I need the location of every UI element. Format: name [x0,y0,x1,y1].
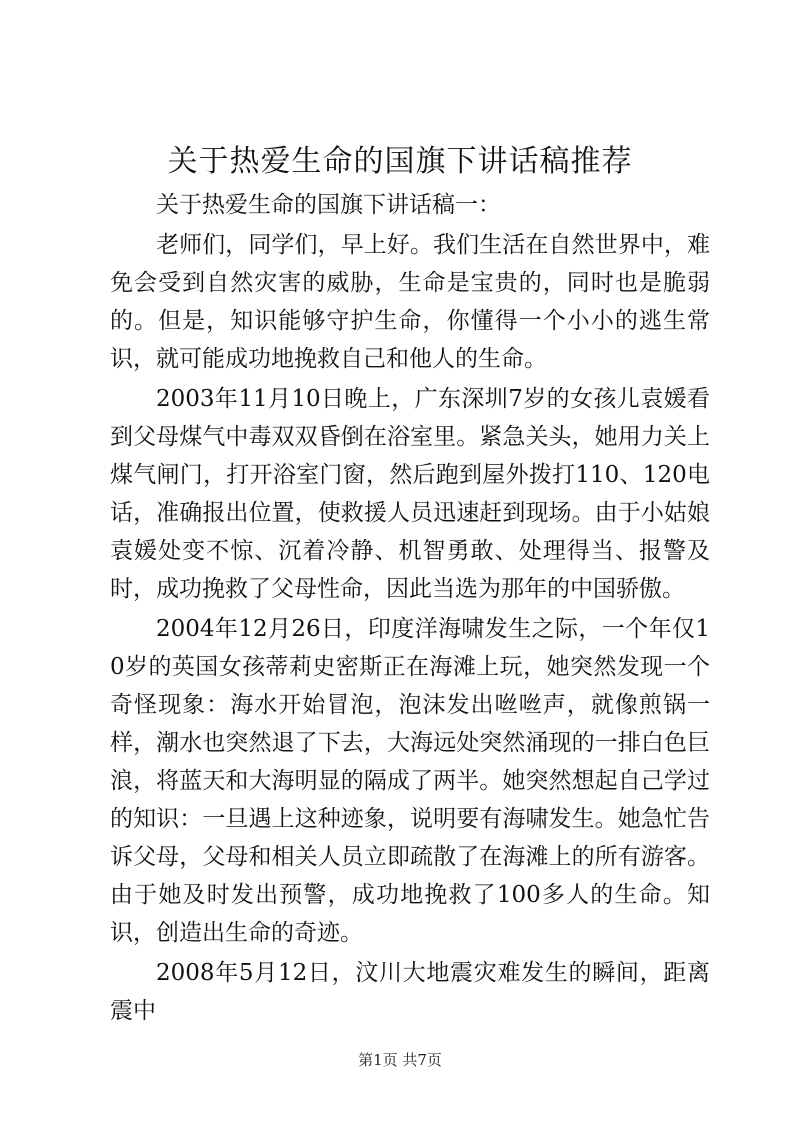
page-footer: 第1页 共7页 [358,1051,442,1069]
paragraph-intro: 老师们，同学们，早上好。我们生活在自然世界中，难免会受到自然灾害的威胁，生命是宝贵的，同时也是脆弱的。但是，知识能够守护生命，你懂得一个小小的逃生常识，就可能成功地挽救自己和他人的生命。 [110,232,710,372]
section-heading: 关于热爱生命的国旗下讲话稿一： [156,192,501,218]
paragraph-2003-story: 2003年11月10日晚上，广东深圳7岁的女孩儿袁媛看到父母煤气中毒双双昏倒在浴室里。紧急关头，她用力关上煤气闸门，打开浴室门窗，然后跑到屋外拨打110、120电话，准确报出位置，使救援人员迅速赶到现场。由于小姑娘袁媛处变不惊、沉着冷静、机智勇敢、处理得当、报警及时，成功挽救了父母性命，因此当选为那年的中国骄傲。 [110,386,710,602]
document-body [110,186,710,1030]
paragraph-2008-story: 2008年5月12日，汶川大地震灾难发生的瞬间，距离震中 [110,960,710,1024]
document-title: 关于热爱生命的国旗下讲话稿推荐 [167,144,633,179]
paragraph-2004-story: 2004年12月26日，印度洋海啸发生之际，一个年仅10岁的英国女孩蒂莉史密斯正在海滩上玩，她突然发现一个奇怪现象：海水开始冒泡，泡沫发出咝咝声，就像煎锅一样，潮水也突然退了下去，大海远处突然涌现的一排白色巨浪，将蓝天和大海明显的隔成了两半。她突然想起自己学过的知识：一旦遇上这种迹象，说明要有海啸发生。她急忙告诉父母，父母和相关人员立即疏散了在海滩上的所有游客。由于她及时发出预警，成功地挽救了100多人的生命。知识，创造出生命的奇迹。 [110,616,710,946]
